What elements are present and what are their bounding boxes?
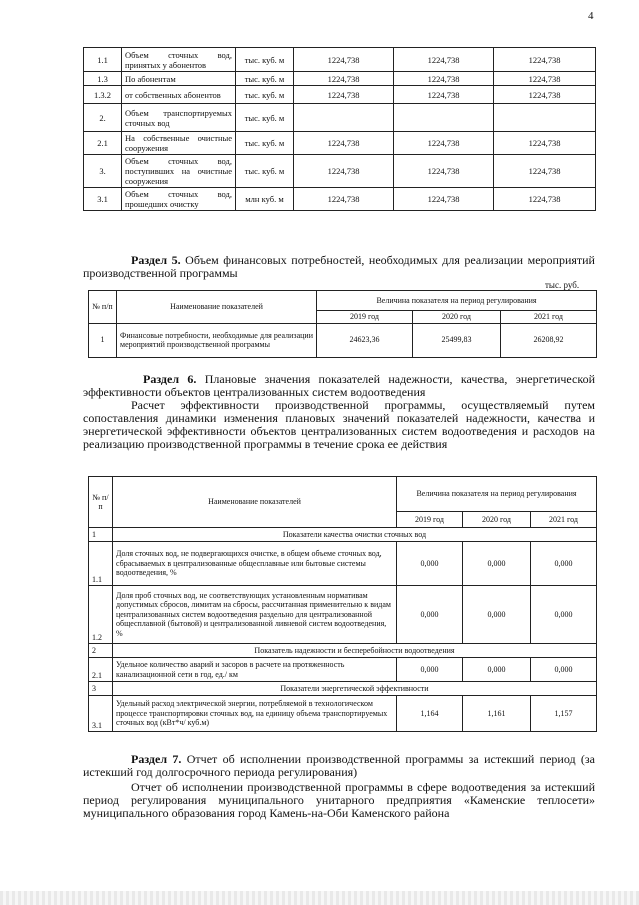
row-value-2021 <box>494 104 596 132</box>
row-number: 1.1 <box>84 48 122 72</box>
section7-title: Отчет об исполнении производственной программы за истекший период (за истекший год долгосрочного периода регулирования) <box>83 752 595 779</box>
fin-row-num: 1 <box>89 323 117 357</box>
section5-heading <box>83 254 595 280</box>
fin-year-2020: 2020 год <box>413 311 501 324</box>
row-2-1-name: Удельное количество аварий и засоров в расчете на протяженность канализационной сети в год, ед./ км <box>113 658 397 682</box>
section6-title: Плановые значения показателей надежности, качества, энергетической эффективности объектов централизованных систем водоотведения <box>83 372 595 399</box>
row-unit: тыс. куб. м <box>236 155 294 188</box>
volume-row <box>84 188 596 211</box>
scan-edge <box>0 891 639 905</box>
volume-row <box>84 104 596 132</box>
row-1-2-2021: 0,000 <box>531 586 597 644</box>
row-name: На собственные очистные сооружения <box>122 132 236 155</box>
volume-row <box>84 132 596 155</box>
volume-row <box>84 86 596 104</box>
group3-num: 3 <box>89 682 113 696</box>
row-1-2-2019: 0,000 <box>397 586 463 644</box>
fin-year-2019: 2019 год <box>317 311 413 324</box>
row-number: 2. <box>84 104 122 132</box>
row-3-1-2021: 1,157 <box>531 696 597 732</box>
row-value-2021: 1224,738 <box>494 132 596 155</box>
row-name: Объем транспортируемых сточных вод <box>122 104 236 132</box>
section7-paragraph: Отчет об исполнении производственной программы в сфере водоотведения за истекший период регулирования муниципального унитарного предприятия «Каменские теплосети» муниципального образования город Камень-на-Оби Каменского района <box>83 780 595 820</box>
section5-unit-note: тыс. руб. <box>545 280 580 290</box>
wastewater-volume-table <box>83 47 596 211</box>
page-number: 4 <box>588 10 594 22</box>
row-name: По абонентам <box>122 72 236 86</box>
section7-label: Раздел 7. <box>131 752 182 766</box>
volume-row <box>84 72 596 86</box>
ind-year-2019: 2019 год <box>397 512 463 528</box>
fin-header-name: Наименование показателей <box>117 291 317 324</box>
section6-label: Раздел 6. <box>143 372 197 386</box>
row-1-1-2021: 0,000 <box>531 542 597 586</box>
row-1-1-2019: 0,000 <box>397 542 463 586</box>
row-number: 1.3.2 <box>84 86 122 104</box>
row-value-2021: 1224,738 <box>494 72 596 86</box>
row-1-1-num: 1.1 <box>89 542 113 586</box>
section7-heading <box>83 753 595 779</box>
group1-title: Показатели качества очистки сточных вод <box>113 528 597 542</box>
row-2-1-2020: 0,000 <box>463 658 531 682</box>
row-value-2020: 1224,738 <box>394 48 494 72</box>
group2-title: Показатель надежности и бесперебойности водоотведения <box>113 644 597 658</box>
row-number: 2.1 <box>84 132 122 155</box>
row-1-2-name: Доля проб сточных вод, не соответствующих установленным нормативам допустимых сбросов, лимитам на сбросы, рассчитанная применительно к видам централизованных систем водоотведения раздельно для централизованной общесплавной (бытовой) и централизованной ливневой систем водоотведения, % <box>113 586 397 644</box>
row-value-2019: 1224,738 <box>294 132 394 155</box>
section6-paragraph: Расчет эффективности производственной программы, осуществляемый путем сопоставления динамики изменения плановых значений показателей надежности, качества и энергетической эффективности объектов централизованных систем водоотведения и расходов на реализацию производственной программы в течение срока ее действия <box>83 398 595 451</box>
fin-header-num: № п/п <box>89 291 117 324</box>
volume-row <box>84 48 596 72</box>
row-unit: тыс. куб. м <box>236 72 294 86</box>
financial-needs-table <box>88 290 597 358</box>
ind-header-num: № п/п <box>89 477 113 528</box>
ind-year-2020: 2020 год <box>463 512 531 528</box>
group1-num: 1 <box>89 528 113 542</box>
row-value-2021: 1224,738 <box>494 48 596 72</box>
row-1-1-name: Доля сточных вод, не подвергающихся очистке, в общем объеме сточных вод, сбрасываемых в централизованные общесплавные или бытовые системы водоотведения, % <box>113 542 397 586</box>
indicators-table <box>88 476 597 732</box>
row-value-2020: 1224,738 <box>394 86 494 104</box>
ind-header-name: Наименование показателей <box>113 477 397 528</box>
row-value-2020: 1224,738 <box>394 188 494 211</box>
row-1-2-num: 1.2 <box>89 586 113 644</box>
volume-row <box>84 155 596 188</box>
row-number: 3.1 <box>84 188 122 211</box>
row-number: 1.3 <box>84 72 122 86</box>
row-2-1-num: 2.1 <box>89 658 113 682</box>
row-value-2019: 1224,738 <box>294 155 394 188</box>
fin-header-value: Величина показателя на период регулирования <box>317 291 597 311</box>
row-value-2020 <box>394 104 494 132</box>
row-unit: тыс. куб. м <box>236 86 294 104</box>
row-value-2021: 1224,738 <box>494 188 596 211</box>
section6-heading <box>83 373 595 399</box>
row-name: Объем сточных вод, поступивших на очистные сооружения <box>122 155 236 188</box>
row-value-2020: 1224,738 <box>394 132 494 155</box>
row-unit: тыс. куб. м <box>236 48 294 72</box>
row-value-2021: 1224,738 <box>494 86 596 104</box>
row-value-2019: 1224,738 <box>294 188 394 211</box>
row-value-2019 <box>294 104 394 132</box>
row-1-1-2020: 0,000 <box>463 542 531 586</box>
row-3-1-name: Удельный расход электрической энергии, потребляемой в технологическом процессе транспортировки сточных вод, на единицу объема транспортируемых сточных вод (кВт*ч/ куб.м) <box>113 696 397 732</box>
row-name: Объем сточных вод, прошедших очистку <box>122 188 236 211</box>
row-value-2020: 1224,738 <box>394 155 494 188</box>
row-number: 3. <box>84 155 122 188</box>
ind-year-2021: 2021 год <box>531 512 597 528</box>
section5-label: Раздел 5. <box>131 253 181 267</box>
row-1-2-2020: 0,000 <box>463 586 531 644</box>
fin-row-name: Финансовые потребности, необходимые для реализации мероприятий производственной программы <box>117 323 317 357</box>
section5-title: Объем финансовых потребностей, необходимых для реализации мероприятий производственной программы <box>83 253 595 280</box>
fin-row-2020: 25499,83 <box>413 323 501 357</box>
row-value-2019: 1224,738 <box>294 72 394 86</box>
row-unit: тыс. куб. м <box>236 104 294 132</box>
row-3-1-num: 3.1 <box>89 696 113 732</box>
row-2-1-2021: 0,000 <box>531 658 597 682</box>
row-value-2021: 1224,738 <box>494 155 596 188</box>
row-value-2019: 1224,738 <box>294 86 394 104</box>
fin-row-2021: 26208,92 <box>501 323 597 357</box>
row-name: Объем сточных вод, принятых у абонентов <box>122 48 236 72</box>
group3-title: Показатели энергетической эффективности <box>113 682 597 696</box>
row-3-1-2019: 1,164 <box>397 696 463 732</box>
row-2-1-2019: 0,000 <box>397 658 463 682</box>
row-unit: тыс. куб. м <box>236 132 294 155</box>
group2-num: 2 <box>89 644 113 658</box>
row-value-2020: 1224,738 <box>394 72 494 86</box>
ind-header-value: Величина показателя на период регулирования <box>397 477 597 512</box>
row-value-2019: 1224,738 <box>294 48 394 72</box>
row-name: от собственных абонентов <box>122 86 236 104</box>
fin-row-2019: 24623,36 <box>317 323 413 357</box>
row-3-1-2020: 1,161 <box>463 696 531 732</box>
fin-year-2021: 2021 год <box>501 311 597 324</box>
row-unit: млн куб. м <box>236 188 294 211</box>
